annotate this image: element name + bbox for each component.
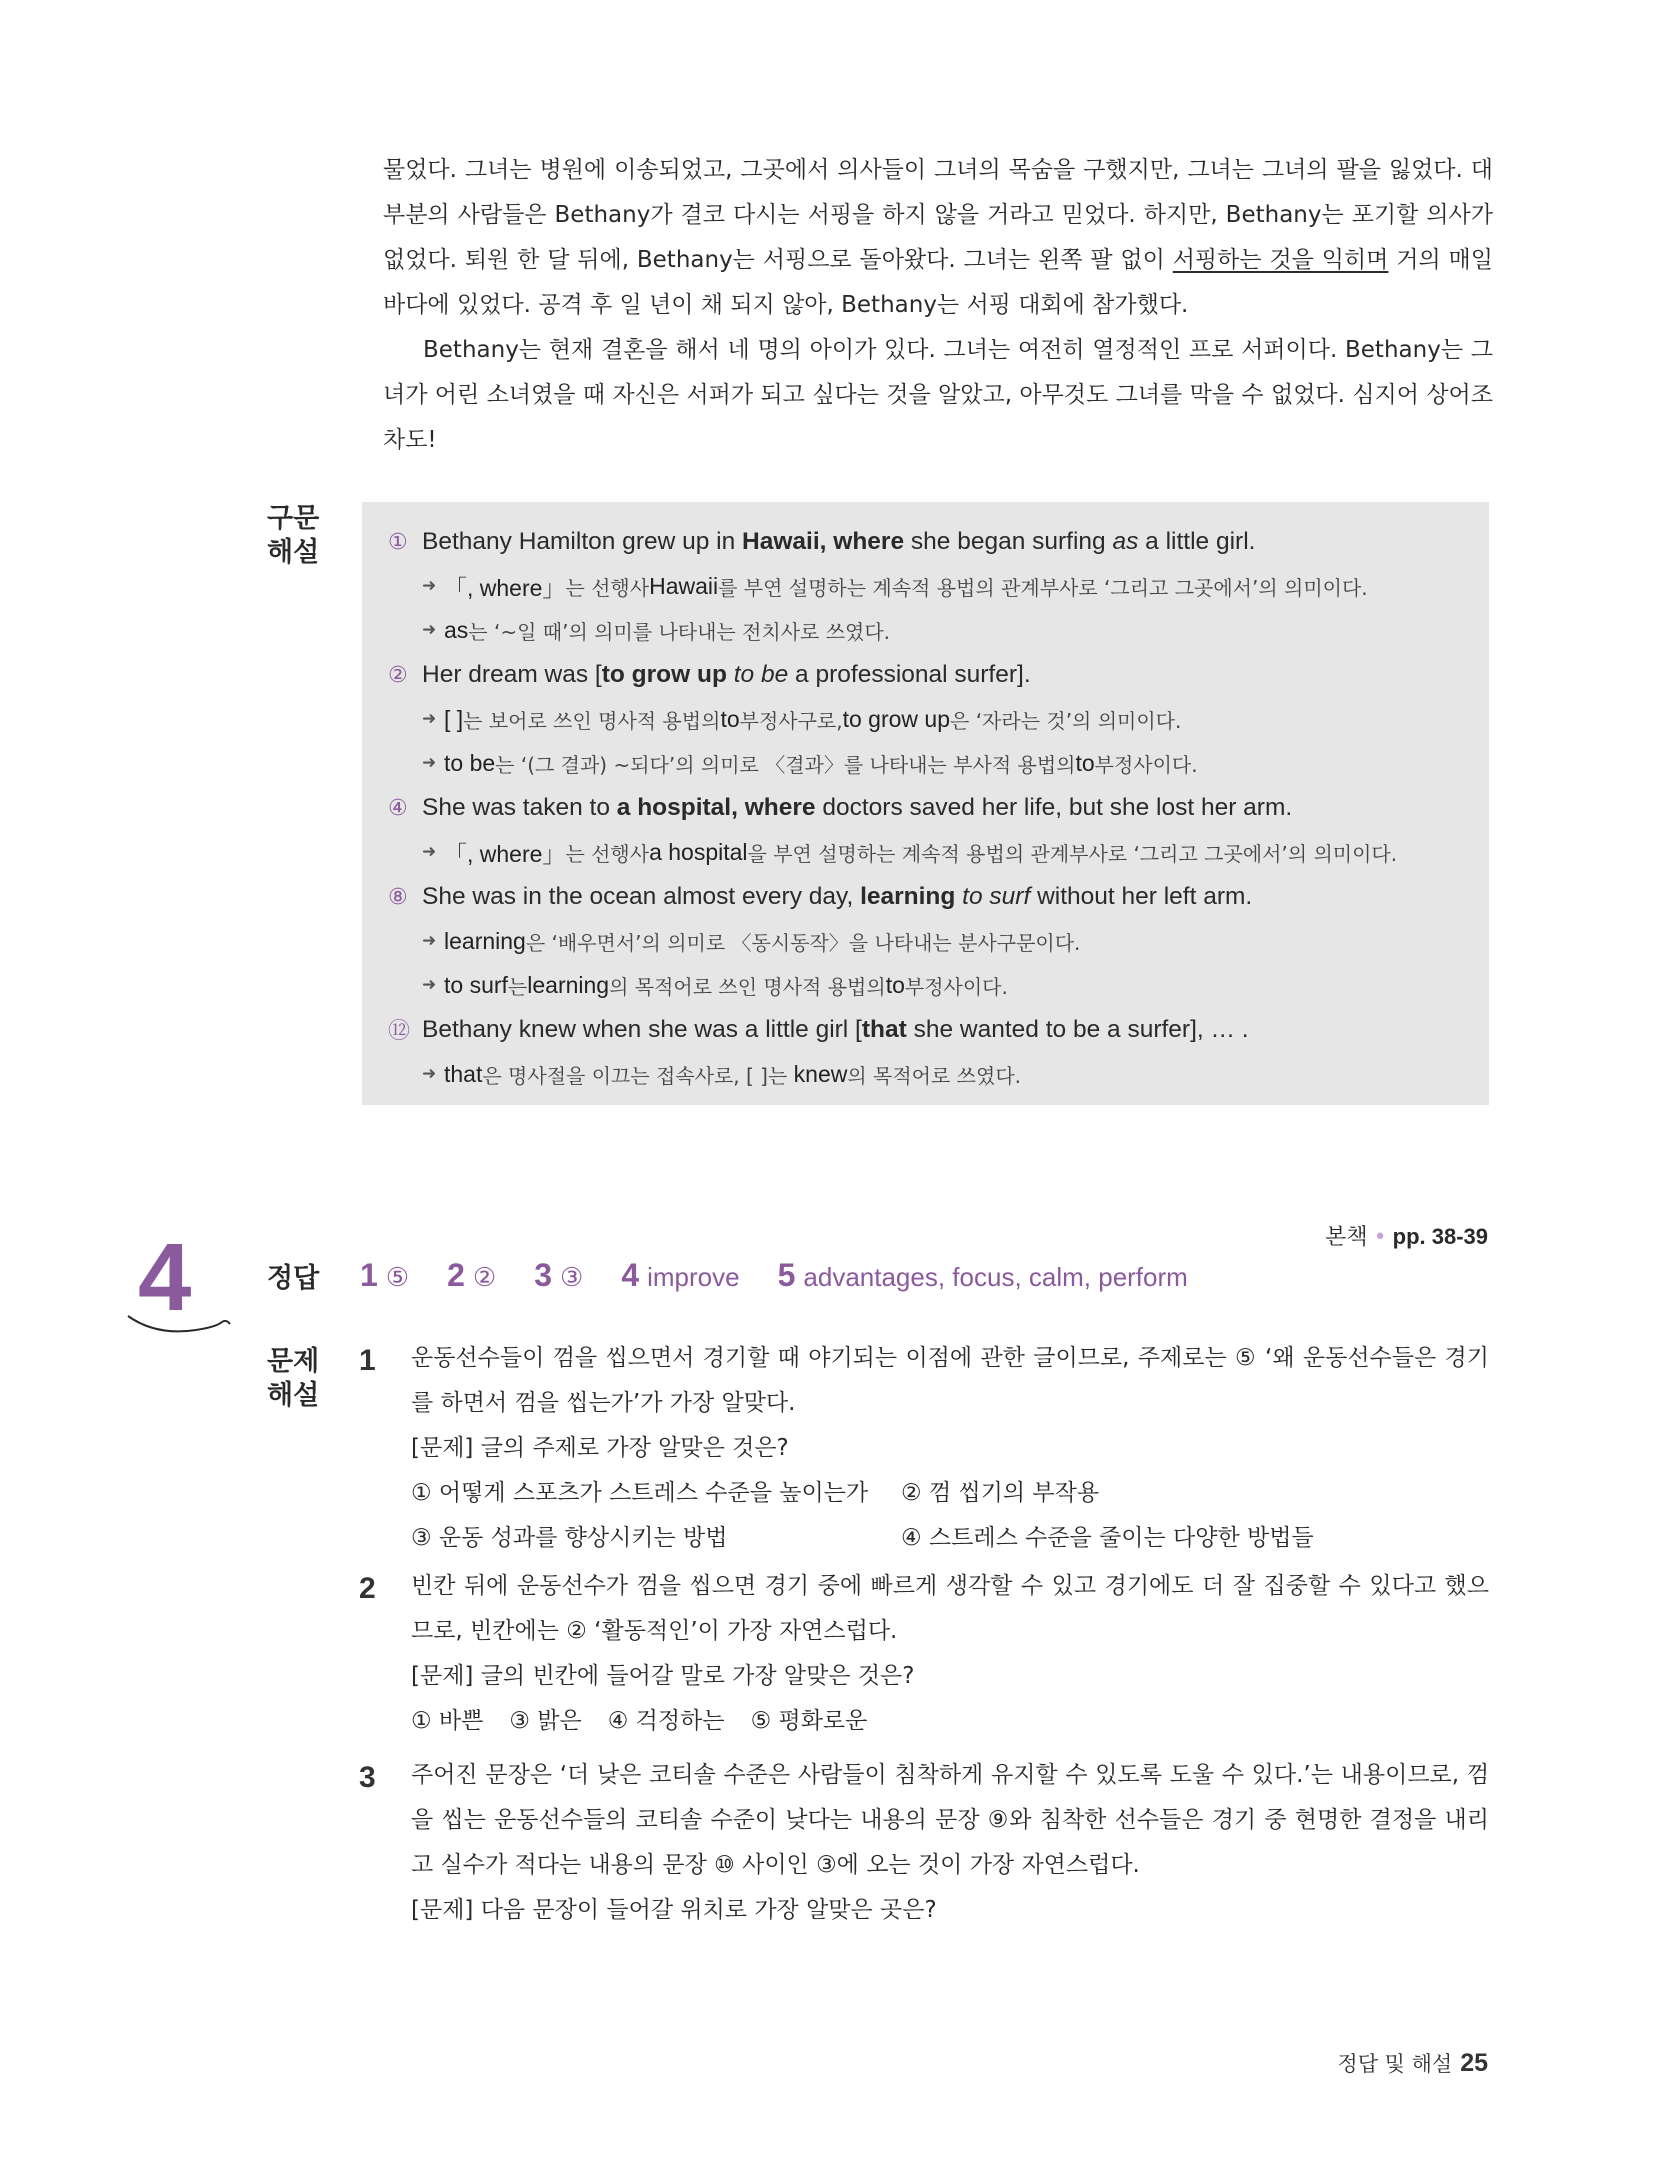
answer-value: ⑤ <box>385 1262 410 1292</box>
note-keyword: to <box>1075 749 1095 776</box>
sentence-italic: to be <box>733 660 789 688</box>
explanation-text: 주어진 문장은 ‘더 낮은 코티솔 수준은 사람들이 침착하게 유지할 수 있도록 도울 수 있다.’는 내용이므로, 껌을 씹는 운동선수들의 코티솔 수준이 낮다는 내용의 문장 ⑨와 침착한 선수들은 경기 중 현명한 결정을 내리고 실수가 적다는 내용의 문장 ⑩ 사이인 ③에 오는 것이 가장 자연스럽다. <box>411 1762 1489 1878</box>
grammar-note <box>388 608 1469 652</box>
grammar-note <box>388 564 1469 608</box>
note-keyword: knew <box>793 1060 848 1087</box>
note-text: 부정사이다. <box>904 974 1008 999</box>
arrow-icon: ➜ <box>422 931 437 951</box>
answer-number: 3 <box>534 1257 553 1293</box>
note-text: 는 ‘(그 결과) ~되다’의 의미로 〈결과〉를 나타내는 부사적 용법의 <box>495 752 1076 777</box>
question-3-explanation <box>411 1753 1489 1933</box>
note-keyword: that <box>444 1060 483 1087</box>
explanation-text: 운동선수들이 껌을 씹으면서 경기할 때 야기되는 이점에 관한 글이므로, 주제로는 ⑤ ‘왜 운동선수들은 경기를 하면서 껌을 씹는가’가 가장 알맞다. <box>411 1345 1489 1416</box>
note-text: 을 부연 설명하는 계속적 용법의 관계부사로 ‘그리고 그곳에서’의 의미이다. <box>747 841 1398 866</box>
answer-label: 정답 <box>267 1263 320 1294</box>
answer-number: 4 <box>621 1257 640 1293</box>
answer-number: 1 <box>360 1257 378 1293</box>
note-text: 은 ‘배우면서’의 의미로 〈동시동작〉을 나타내는 분사구문이다. <box>525 930 1081 955</box>
sentence-text: she began surfing <box>904 527 1113 555</box>
sentence-text: Bethany knew when she was a little girl [ <box>422 1015 862 1043</box>
book-reference <box>1325 1220 1488 1251</box>
grammar-note <box>388 741 1469 785</box>
answer-value: advantages, focus, calm, perform <box>803 1262 1188 1292</box>
note-keyword: to surf <box>444 971 508 998</box>
translation-text: 거의 매일 바다에 있었다. 공격 후 일 년이 채 되지 않아, Bethany는 서핑 대회에 참가했다. <box>383 247 1493 318</box>
options-row <box>411 1516 1489 1561</box>
sentence-text: without her left arm. <box>1030 882 1253 910</box>
bullet-icon: • <box>1373 1225 1387 1250</box>
problem-label-line2: 해설 <box>267 1380 320 1411</box>
answer-number: 2 <box>447 1257 465 1293</box>
sentence-text: Her dream was [ <box>422 660 602 688</box>
sentence-bold: to grow up <box>601 660 727 688</box>
option-item: ④ 스트레스 수준을 줄이는 다양한 방법들 <box>901 1525 1314 1551</box>
explanation-text: 빈칸 뒤에 운동선수가 껌을 씹으면 경기 중에 빠르게 생각할 수 있고 경기에도 더 잘 집중할 수 있다고 했으므로, 빈칸에는 ② ‘활동적인’이 가장 자연스럽다. <box>411 1573 1489 1644</box>
options-row <box>411 1699 1489 1744</box>
arrow-icon: ➜ <box>422 975 437 995</box>
note-text: 를 부연 설명하는 계속적 용법의 관계부사로 ‘그리고 그곳에서’의 의미이다. <box>718 575 1368 600</box>
sentence-text <box>955 883 962 911</box>
note-keyword: to <box>885 971 905 998</box>
note-text: 는 선행사 <box>565 841 650 866</box>
grammar-note <box>388 919 1469 963</box>
problem-label <box>267 1345 337 1413</box>
book-ref-pages: pp. 38-39 <box>1392 1224 1488 1249</box>
sentence-number: ⑧ <box>388 883 408 909</box>
note-keyword: Hawaii <box>649 572 719 599</box>
note-text: 는 보어로 쓰인 명사적 용법의 <box>463 708 721 733</box>
answer-value: ③ <box>560 1262 584 1292</box>
answer-item <box>621 1257 739 1294</box>
answer-item <box>778 1257 1188 1294</box>
grammar-box <box>362 502 1489 1105</box>
note-text: 부정사구로, <box>739 708 843 733</box>
section-number: 4 <box>138 1224 192 1331</box>
arrow-icon: ➜ <box>422 709 437 729</box>
sentence-bold: a hospital, where <box>616 793 816 821</box>
sentence-text: doctors saved her life, but she lost her arm. <box>815 793 1293 821</box>
note-text: 부정사이다. <box>1094 752 1198 777</box>
arrow-icon: ➜ <box>422 576 437 596</box>
sentence-number: ④ <box>388 794 408 820</box>
note-keyword: to grow up <box>842 705 951 732</box>
sentence-number: ⑫ <box>388 1018 411 1043</box>
syntax-label-line1: 구문 <box>267 503 320 534</box>
book-ref-label: 본책 <box>1325 1225 1368 1250</box>
sentence-number: ① <box>388 528 408 554</box>
arrow-icon: ➜ <box>422 842 437 862</box>
question-number: 1 <box>359 1344 376 1377</box>
footer-label: 정답 및 해설 <box>1337 2052 1453 2076</box>
note-keyword: learning <box>527 971 610 998</box>
note-keyword: a hospital <box>649 838 748 865</box>
note-keyword: [ ] <box>444 705 464 732</box>
translation-block <box>383 148 1493 463</box>
note-text: 은 ‘자라는 것’의 의미이다. <box>950 708 1182 733</box>
grammar-sentence <box>388 1007 1469 1052</box>
syntax-label-line2: 해설 <box>267 537 320 568</box>
option-item: ③ 밝은 <box>509 1708 582 1734</box>
translation-paragraph-2: Bethany는 현재 결혼을 해서 네 명의 아이가 있다. 그녀는 여전히 열정적인 프로 서퍼이다. Bethany는 그녀가 어린 소녀였을 때 자신은 서퍼가 되고 싶다는 것을 알았고, 아무것도 그녀를 막을 수 없었다. 심지어 상어조차도! <box>383 337 1493 453</box>
answer-item <box>447 1257 496 1294</box>
section-swoosh-icon <box>126 1310 236 1340</box>
sentence-text: she wanted to be a surfer], … . <box>906 1015 1249 1043</box>
translation-paragraph-1 <box>383 148 1493 328</box>
question-number: 3 <box>359 1761 376 1794</box>
note-text: 의 목적어로 쓰였다. <box>847 1063 1021 1088</box>
arrow-icon: ➜ <box>422 620 437 640</box>
underlined-phrase: 서핑하는 것을 익히며 <box>1172 247 1389 273</box>
note-text: 의 목적어로 쓰인 명사적 용법의 <box>609 974 886 999</box>
note-text: 는 선행사 <box>565 575 650 600</box>
answer-value: ② <box>472 1262 497 1292</box>
question-1-explanation <box>411 1336 1489 1561</box>
question-prompt: [문제] 글의 빈칸에 들어갈 말로 가장 알맞은 것은? <box>411 1663 915 1689</box>
note-text: 는 ‘~일 때’의 의미를 나타내는 전치사로 쓰였다. <box>468 619 891 644</box>
sentence-bold: learning <box>860 882 956 910</box>
note-keyword: to <box>720 705 740 732</box>
sentence-italic: to surf <box>962 882 1031 910</box>
arrow-icon: ➜ <box>422 753 437 773</box>
grammar-sentence <box>388 652 1469 697</box>
sentence-number: ② <box>388 661 408 687</box>
grammar-sentence <box>388 519 1469 564</box>
grammar-sentence <box>388 874 1469 919</box>
option-item: ② 껌 씹기의 부작용 <box>901 1480 1100 1506</box>
note-text: 은 명사절을 이끄는 접속사로, [ ]는 <box>482 1063 794 1088</box>
grammar-sentence <box>388 785 1469 830</box>
translation-text: 물었다. 그녀는 병원에 이송되었고, 그곳에서 의사들이 그녀의 목숨을 구했지만, 그녀는 그녀의 팔을 잃었다. 대부분의 사람들은 Bethany가 결코 다시는 서핑을 하지 않을 거라고 믿었다. 하지만, Bethany는 포기할 의사가 없었다. 퇴원 한 달 뒤에, Bethany는 서핑으로 돌아왔다. 그녀는 왼쪽 팔 없이 <box>383 157 1493 273</box>
option-item: ④ 걱정하는 <box>607 1708 725 1734</box>
sentence-text: a professional surfer]. <box>788 660 1031 688</box>
note-keyword: to be <box>444 749 496 776</box>
grammar-note <box>388 830 1469 874</box>
sentence-text: She was taken to <box>422 793 617 821</box>
sentence-text: Bethany Hamilton grew up in <box>422 527 743 555</box>
option-item: ① 바쁜 <box>411 1708 484 1734</box>
answer-item <box>360 1257 409 1294</box>
sentence-bold: that <box>861 1015 907 1043</box>
note-text: 는 <box>507 974 528 999</box>
sentence-italic: as <box>1112 527 1139 555</box>
note-keyword: 「, where」 <box>444 574 566 601</box>
option-item: ③ 운동 성과를 향상시키는 방법 <box>411 1525 728 1551</box>
grammar-note <box>388 697 1469 741</box>
syntax-label <box>267 502 337 570</box>
sentence-text: She was in the ocean almost every day, <box>422 882 861 910</box>
note-keyword: 「, where」 <box>444 840 566 867</box>
question-number: 2 <box>359 1572 376 1605</box>
question-prompt: [문제] 글의 주제로 가장 알맞은 것은? <box>411 1435 789 1461</box>
question-prompt: [문제] 다음 문장이 들어갈 위치로 가장 알맞은 곳은? <box>411 1897 937 1923</box>
answer-value: improve <box>647 1262 740 1292</box>
note-keyword: as <box>444 616 469 643</box>
option-item: ⑤ 평화로운 <box>750 1708 868 1734</box>
problem-label-line1: 문제 <box>267 1346 320 1377</box>
answer-number: 5 <box>777 1257 796 1293</box>
sentence-bold: Hawaii, where <box>742 527 905 555</box>
grammar-note <box>388 1052 1469 1096</box>
answer-item <box>534 1257 583 1294</box>
answer-list <box>360 1257 1226 1294</box>
grammar-note <box>388 963 1469 1007</box>
sentence-text: a little girl. <box>1138 527 1256 555</box>
arrow-icon: ➜ <box>422 1064 437 1084</box>
page-footer <box>1337 2048 1488 2078</box>
question-2-explanation <box>411 1564 1489 1744</box>
options-row <box>411 1471 1489 1516</box>
option-item: ① 어떻게 스포츠가 스트레스 수준을 높이는가 <box>411 1480 869 1506</box>
sentence-text <box>727 661 734 689</box>
page-number: 25 <box>1460 2049 1488 2077</box>
note-keyword: learning <box>444 927 526 954</box>
